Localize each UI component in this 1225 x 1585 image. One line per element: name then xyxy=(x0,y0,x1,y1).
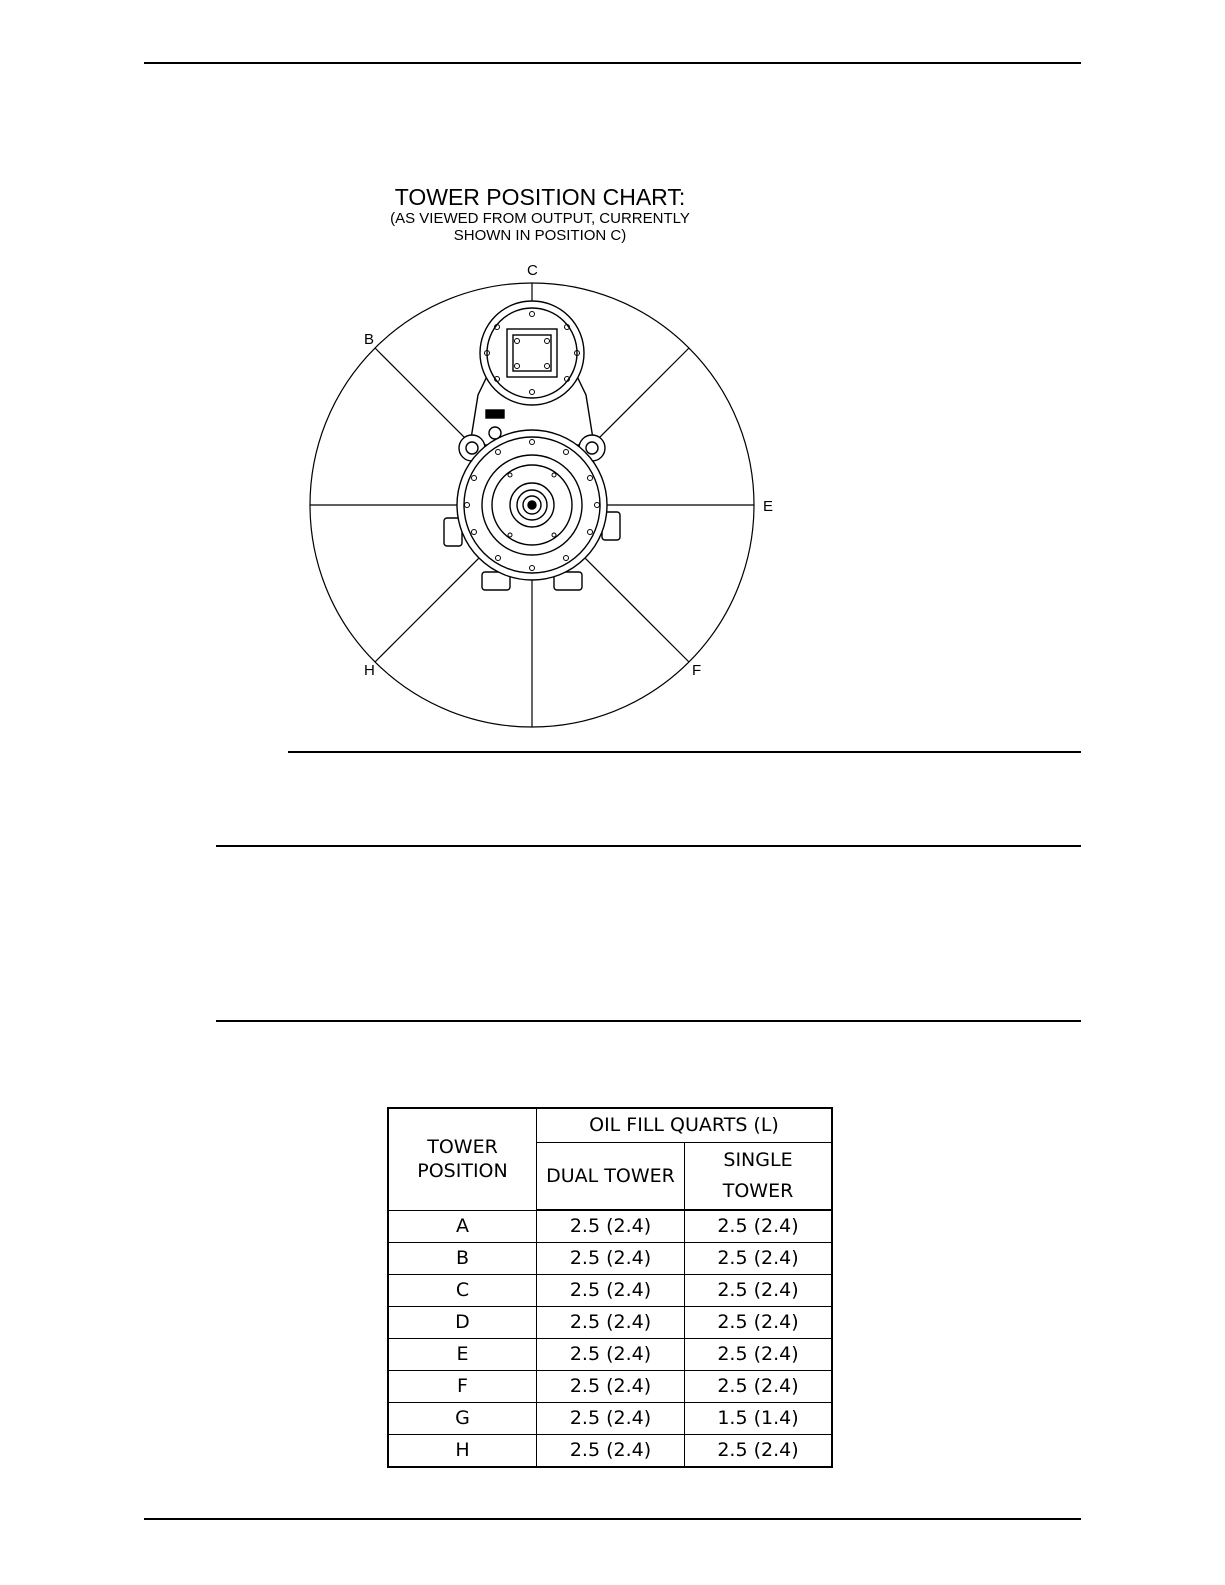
position-label-b: B xyxy=(364,331,375,348)
chart-subtitle-line1: (AS VIEWED FROM OUTPUT, CURRENTLY xyxy=(390,210,690,227)
header-dual-tower: DUAL TOWER xyxy=(537,1143,685,1211)
header-single-tower-line2: TOWER xyxy=(722,1180,794,1202)
header-single-tower xyxy=(685,1143,833,1211)
cell-position: B xyxy=(388,1243,537,1275)
position-label-e: E xyxy=(763,498,774,515)
cell-dual: 2.5 (2.4) xyxy=(537,1403,685,1435)
cell-single: 1.5 (1.4) xyxy=(685,1403,833,1435)
cell-position: H xyxy=(388,1435,537,1468)
cell-dual: 2.5 (2.4) xyxy=(537,1243,685,1275)
cell-position: C xyxy=(388,1275,537,1307)
oil-fill-table xyxy=(387,1107,833,1468)
gearbox-drawing xyxy=(444,301,620,590)
header-single-tower-line1: SINGLE xyxy=(723,1149,793,1171)
header-oil-fill: OIL FILL QUARTS (L) xyxy=(537,1108,833,1143)
cell-position: E xyxy=(388,1339,537,1371)
cell-single: 2.5 (2.4) xyxy=(685,1435,833,1468)
cell-dual: 2.5 (2.4) xyxy=(537,1307,685,1339)
table-row xyxy=(388,1275,832,1307)
table-row xyxy=(388,1435,832,1468)
cell-dual: 2.5 (2.4) xyxy=(537,1275,685,1307)
chart-subtitle-line2: SHOWN IN POSITION C) xyxy=(453,227,627,244)
cell-dual: 2.5 (2.4) xyxy=(537,1339,685,1371)
cell-single: 2.5 (2.4) xyxy=(685,1371,833,1403)
cell-single: 2.5 (2.4) xyxy=(685,1243,833,1275)
cell-position: D xyxy=(388,1307,537,1339)
cell-single: 2.5 (2.4) xyxy=(685,1210,833,1243)
cell-dual: 2.5 (2.4) xyxy=(537,1210,685,1243)
cell-dual: 2.5 (2.4) xyxy=(537,1371,685,1403)
cell-single: 2.5 (2.4) xyxy=(685,1307,833,1339)
header-tower-position-line2: POSITION xyxy=(417,1160,508,1183)
position-label-c: C xyxy=(527,262,538,279)
cell-dual: 2.5 (2.4) xyxy=(537,1435,685,1468)
cell-single: 2.5 (2.4) xyxy=(685,1339,833,1371)
chart-title: TOWER POSITION CHART: xyxy=(394,184,686,210)
header-tower-position xyxy=(388,1108,537,1210)
position-label-h: H xyxy=(364,662,375,679)
cell-position: G xyxy=(388,1403,537,1435)
table-row xyxy=(388,1210,832,1243)
table-row xyxy=(388,1339,832,1371)
cell-single: 2.5 (2.4) xyxy=(685,1275,833,1307)
header-tower-position-line1: TOWER xyxy=(427,1136,498,1159)
table-row xyxy=(388,1243,832,1275)
cell-position: A xyxy=(388,1210,537,1243)
table-row xyxy=(388,1307,832,1339)
table-row xyxy=(388,1371,832,1403)
position-label-f: F xyxy=(692,662,702,679)
table-row xyxy=(388,1403,832,1435)
cell-position: F xyxy=(388,1371,537,1403)
